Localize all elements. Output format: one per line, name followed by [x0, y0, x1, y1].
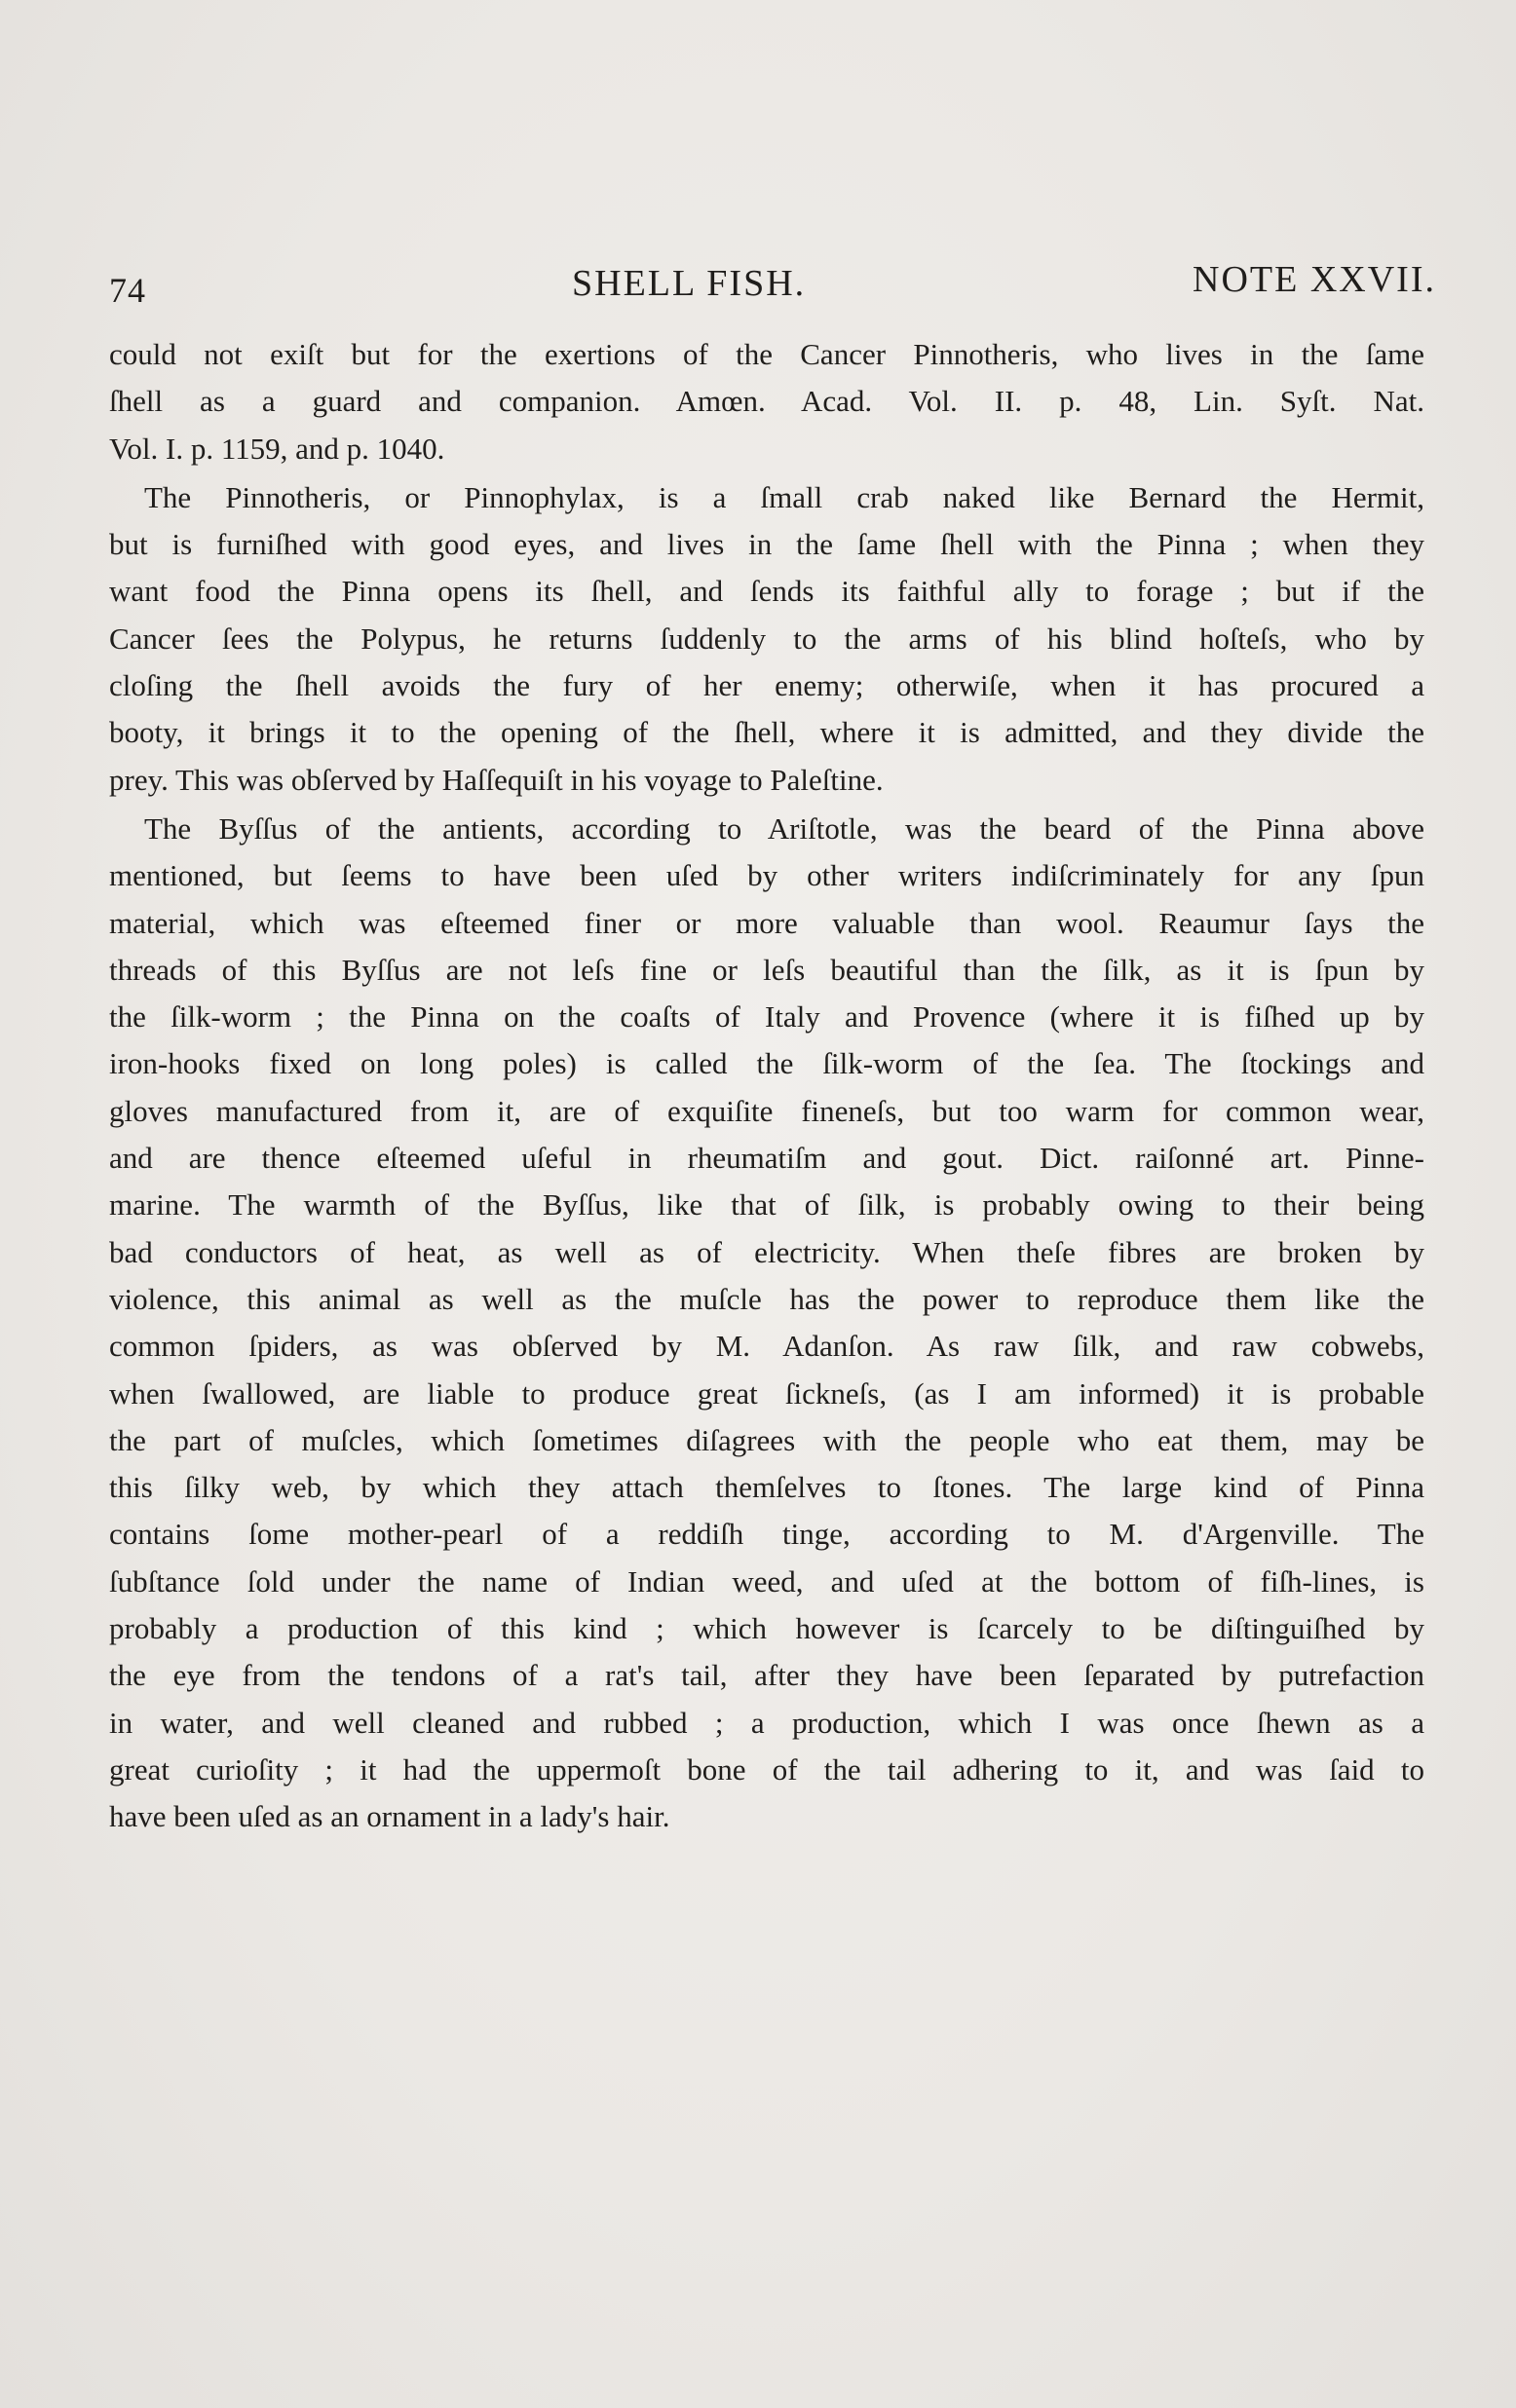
text-line: material, which was eſteemed finer or more valuable than wool. Reaumur ſays the — [109, 905, 1424, 940]
text-line: violence, this animal as well as the muſcle has the power to reproduce them like the — [109, 1281, 1424, 1316]
text-line: The Pinnotheris, or Pinnophylax, is a ſmall crab naked like Bernard the Hermit, — [144, 479, 1424, 514]
paragraph — [109, 806, 1424, 1841]
text-line: the eye from the tendons of a rat's tail, after they have been ſeparated by putrefaction — [109, 1658, 1424, 1693]
text-line: Cancer ſees the Polypus, he returns ſuddenly to the arms of his blind hoſteſs, who by — [109, 621, 1424, 656]
text-line: the part of muſcles, which ſometimes diſagrees with the people who eat them, may be — [109, 1422, 1424, 1457]
text-line: want food the Pinna opens its ſhell, and ſends its faithful ally to forage ; but if the — [109, 574, 1424, 609]
text-line: marine. The warmth of the Byſſus, like that of ſilk, is probably owing to their being — [109, 1187, 1424, 1223]
text-line: in water, and well cleaned and rubbed ; a production, which I was once ſhewn as a — [109, 1705, 1424, 1740]
text-line: but is furniſhed with good eyes, and lives in the ſame ſhell with the Pinna ; when they — [109, 527, 1424, 562]
text-line: booty, it brings it to the opening of the ſhell, where it is admitted, and they divide the — [109, 715, 1424, 750]
page-number: 74 — [109, 271, 146, 310]
paragraph — [109, 474, 1424, 804]
running-head — [109, 248, 1436, 310]
text-line: when ſwallowed, are liable to produce great ſickneſs, (as I am informed) it is probable — [109, 1375, 1424, 1411]
text-line: mentioned, but ſeems to have been uſed by other writers indiſcriminately for any ſpun — [109, 858, 1424, 893]
text-line: and are thence eſteemed uſeful in rheumatiſm and gout. Dict. raiſonné art. Pinne- — [109, 1141, 1424, 1176]
text-line: ſhell as a guard and companion. Amœn. Acad. Vol. II. p. 48, Lin. Syſt. Nat. — [109, 384, 1424, 419]
running-head-note: NOTE XXVII. — [1193, 259, 1436, 300]
text-line: could not exiſt but for the exertions of the Cancer Pinnotheris, who lives in the ſame — [109, 337, 1424, 371]
text-line: contains ſome mother-pearl of a reddiſh tinge, according to M. d'Argenville. The — [109, 1517, 1424, 1552]
text-line: common ſpiders, as was obſerved by M. Adanſon. As raw ſilk, and raw cobwebs, — [109, 1329, 1424, 1364]
text-line: probably a production of this kind ; which however is ſcarcely to be diſtinguiſhed by — [109, 1611, 1424, 1646]
text-line: have been uſed as an ornament in a lady's hair. — [109, 1799, 670, 1834]
text-line: great curioſity ; it had the uppermoſt bone of the tail adhering to it, and was ſaid to — [109, 1751, 1424, 1787]
text-line: prey. This was obſerved by Haſſequiſt in his voyage to Paleſtine. — [109, 762, 884, 797]
text-line: cloſing the ſhell avoids the fury of her enemy; otherwiſe, when it has procured a — [109, 668, 1424, 703]
text-line: ſubſtance ſold under the name of Indian weed, and uſed at the bottom of fiſh-lines, is — [109, 1563, 1424, 1599]
text-line: Vol. I. p. 1159, and p. 1040. — [109, 431, 445, 466]
text-line: bad conductors of heat, as well as of electricity. When theſe fibres are broken by — [109, 1234, 1424, 1269]
text-line: gloves manufactured from it, are of exquiſite fineneſs, but too warm for common wear, — [109, 1093, 1424, 1128]
text-line: iron-hooks fixed on long poles) is called the ſilk-worm of the ſea. The ſtockings and — [109, 1046, 1424, 1081]
paragraph — [109, 331, 1424, 472]
text-line: the ſilk-worm ; the Pinna on the coaſts of Italy and Provence (where it is fiſhed up by — [109, 999, 1424, 1035]
running-head-title: SHELL FISH. — [572, 263, 807, 304]
text-line: this ſilky web, by which they attach themſelves to ſtones. The large kind of Pinna — [109, 1470, 1424, 1505]
body-text — [109, 331, 1424, 1841]
text-line: threads of this Byſſus are not leſs fine or leſs beautiful than the ſilk, as it is ſpun by — [109, 952, 1424, 987]
text-line: The Byſſus of the antients, according to Ariſtotle, was the beard of the Pinna above — [144, 810, 1424, 846]
